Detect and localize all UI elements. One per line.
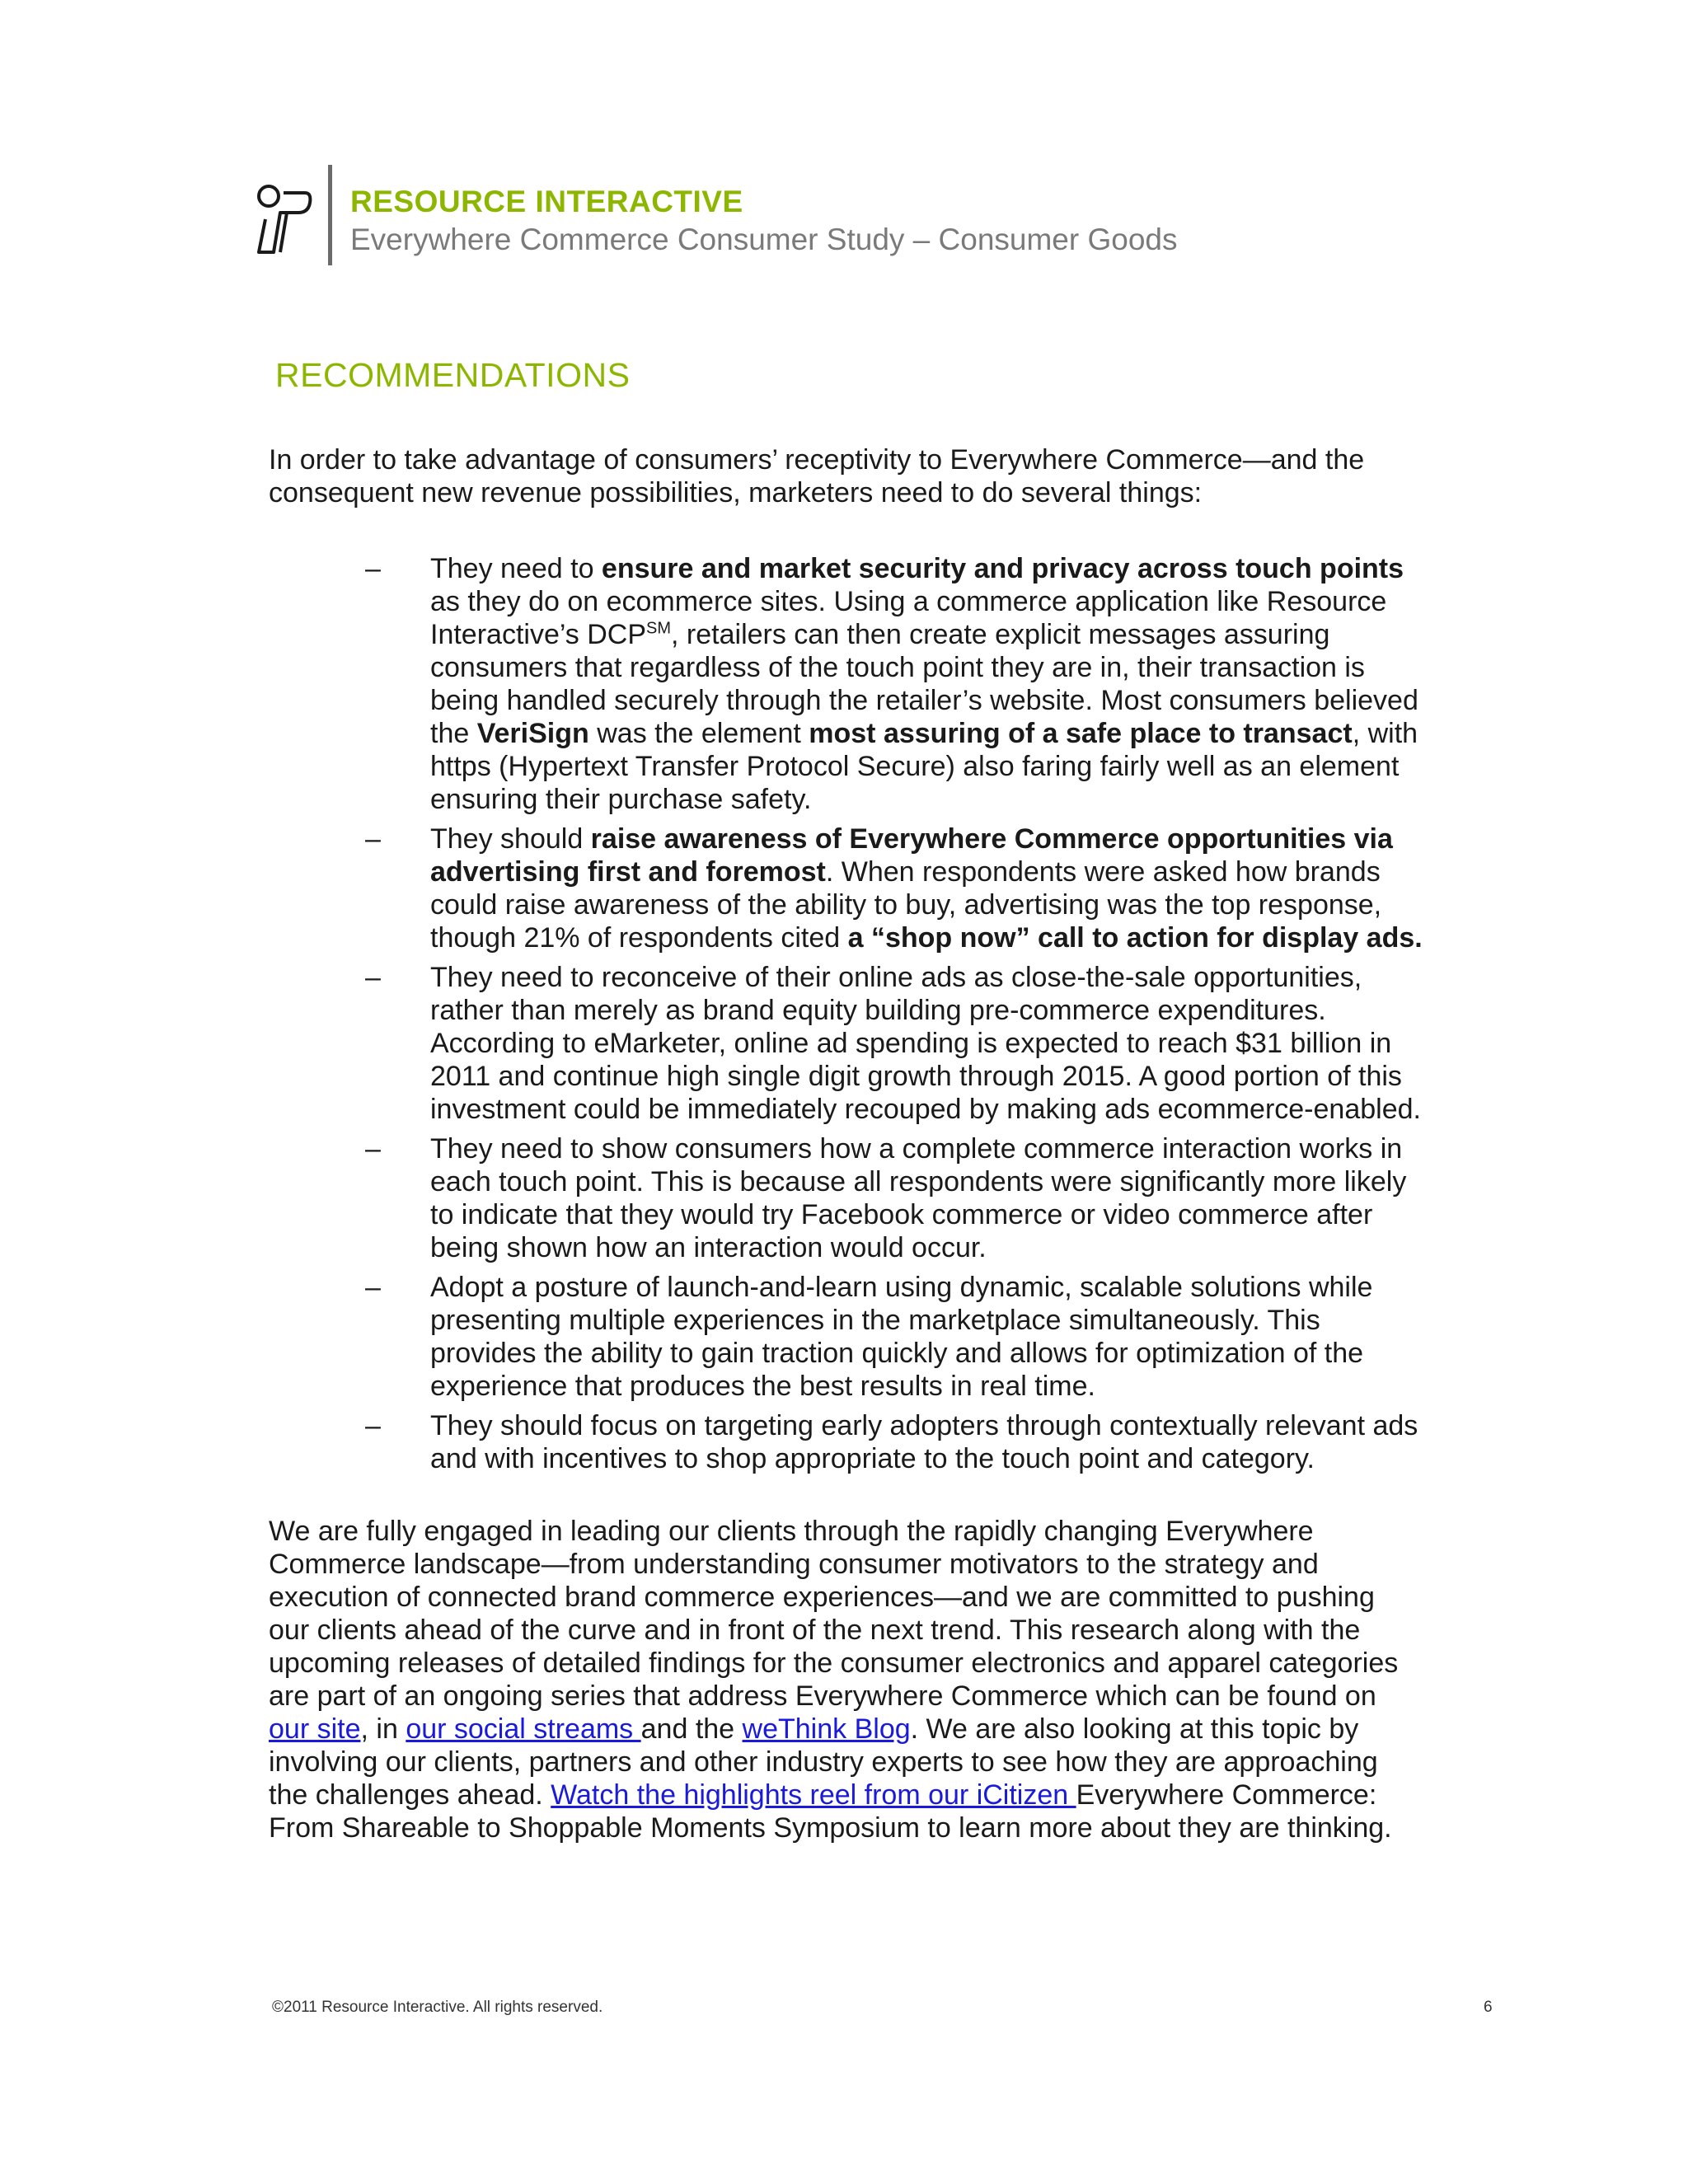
study-title: Everywhere Commerce Consumer Study – Consumer Goods xyxy=(350,223,1178,256)
bullet-dash: – xyxy=(365,962,381,993)
header-divider xyxy=(328,165,332,265)
list-item xyxy=(269,1409,1423,1475)
text-run: Everywhere Commerce: From Shareable to Shoppable Moments Symposium to learn more about they are thinking. xyxy=(269,1779,1392,1844)
wethink-blog-link[interactable]: weThink Blog xyxy=(742,1713,911,1745)
text-run: , with https (Hypertext Transfer Protocol Secure) also faring fairly well as an element ensuring their purchase safety. xyxy=(430,718,1418,815)
section-title: RECOMMENDATIONS xyxy=(275,356,631,394)
bullet-text: Adopt a posture of launch-and-learn using dynamic, scalable solutions while presenting multiple experiences in the marketplace simultaneously. This provides the ability to gain traction quickly and allows for optimization of the experience that produces the best results in real time. xyxy=(430,1272,1373,1402)
emphasis-text: a “shop now” call to action for display ads. xyxy=(847,922,1423,954)
text-run: was the element xyxy=(588,718,809,749)
bullet-text: They should focus on targeting early adopters through contextually relevant ads and with incentives to shop appropriate to the touch point and category. xyxy=(430,1410,1418,1474)
emphasis-text: raise awareness of Everywhere Commerce opportunities via advertising first and foremost xyxy=(430,823,1393,888)
document-body xyxy=(269,443,1423,1872)
text-run: We are fully engaged in leading our clients through the rapidly changing Everywhere Commerce landscape—from understanding consumer motivators to the strategy and execution of connected brand commerce experiences—and we are committed to pushing our clients ahead of the curve and in front of the next trend. This research along with the upcoming releases of detailed findings for the consumer electronics and apparel categories are part of an ongoing series that address Everywhere Commerce which can be found on xyxy=(269,1516,1399,1712)
list-item xyxy=(269,1271,1423,1403)
text-run: They should xyxy=(430,823,591,855)
footer-copyright: ©2011 Resource Interactive. All rights reserved. xyxy=(272,1999,603,2016)
page-number: 6 xyxy=(1484,1999,1493,2016)
bullet-text xyxy=(430,552,1428,816)
intro-paragraph: In order to take advantage of consumers’ receptivity to Everywhere Commerce—and the consequent new revenue possibilities, marketers need to do several things: xyxy=(269,444,1365,509)
text-run: as they do on ecommerce sites. Using a commerce application like Resource Interactive’s DCP xyxy=(430,586,1387,650)
brand-name: RESOURCE INTERACTIVE xyxy=(350,185,743,218)
emphasis-text: ensure and market security and privacy across touch points xyxy=(601,553,1404,584)
bullet-dash: – xyxy=(365,823,381,855)
text-run: . We are also looking at this topic by involving our clients, partners and other industry experts to see how they are approaching the challenges ahead. xyxy=(269,1713,1378,1811)
our-site-link[interactable]: our site xyxy=(269,1713,361,1745)
bullet-text: They need to reconceive of their online ads as close-the-sale opportunities, rather than merely as brand equity building pre-commerce expenditures. According to eMarketer, online ad spending is expected to reach $31 billion in 2011 and continue high single digit growth through 2015. A good portion of this investment could be immediately recouped by making ads ecommerce-enabled. xyxy=(430,962,1421,1125)
service-mark: SM xyxy=(646,619,672,638)
document-header xyxy=(247,165,1178,272)
text-run: They need to xyxy=(430,553,602,584)
bullet-dash: – xyxy=(365,1272,381,1303)
list-item xyxy=(269,1132,1423,1264)
bullet-dash: – xyxy=(365,553,381,584)
bullet-text xyxy=(430,823,1428,954)
emphasis-text: most assuring of a safe place to transact xyxy=(809,718,1353,749)
list-item xyxy=(269,961,1423,1126)
closing-paragraph xyxy=(269,1515,1423,1844)
text-run: and the xyxy=(640,1713,743,1745)
recommendations-list xyxy=(269,552,1423,1475)
resource-interactive-logo-icon xyxy=(247,183,313,265)
list-item xyxy=(269,823,1423,954)
text-run: , in xyxy=(360,1713,406,1745)
highlights-reel-link[interactable]: Watch the highlights reel from our iCitizen xyxy=(551,1779,1076,1811)
text-run: , retailers can then create explicit messages assuring consumers that regardless of the touch point they are in, their transaction is being handled securely through the retailer’s website. Most consumers believed the xyxy=(430,619,1418,749)
bullet-dash: – xyxy=(365,1410,381,1441)
header-text xyxy=(350,165,1178,259)
emphasis-text: VeriSign xyxy=(476,718,589,749)
bullet-text: They need to show consumers how a complete commerce interaction works in each touch point. This is because all respondents were significantly more likely to indicate that they would try Facebook commerce or video commerce after being shown how an interaction would occur. xyxy=(430,1133,1407,1263)
social-streams-link[interactable]: our social streams xyxy=(406,1713,641,1745)
list-item xyxy=(269,552,1423,816)
text-run: . When respondents were asked how brands could raise awareness of the ability to buy, advertising was the top response, though 21% of respondents cited xyxy=(430,856,1382,954)
bullet-dash: – xyxy=(365,1133,381,1165)
